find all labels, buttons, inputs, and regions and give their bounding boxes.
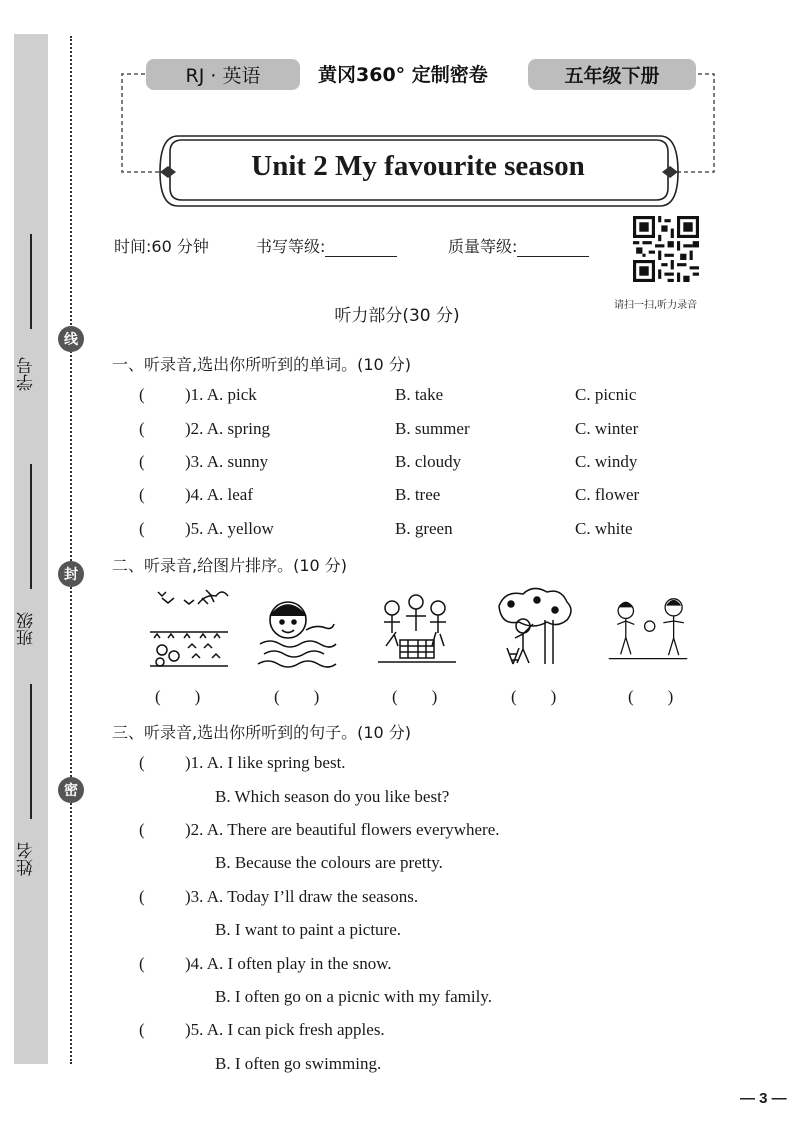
class-label: 班级	[17, 612, 37, 646]
part3-option-a-1: )1. A. I like spring best.	[185, 753, 346, 772]
part1-bracket-2[interactable]: (	[139, 419, 145, 438]
writing-grade-blank[interactable]	[325, 256, 397, 257]
part3-option-a-2: )2. A. There are beautiful flowers everywhere.	[185, 820, 500, 839]
part2-heading: 二、听录音,给图片排序。(10 分)	[112, 556, 348, 575]
quality-grade-blank[interactable]	[517, 256, 589, 257]
subject-badge: RJ · 英语	[146, 59, 300, 90]
qr-caption: 请扫一扫,听力录音	[614, 300, 698, 311]
part1-option-a-2: )2. A. spring	[185, 419, 270, 438]
part3-bracket-1[interactable]: (	[139, 753, 145, 772]
part3-bracket-4[interactable]: (	[139, 954, 145, 973]
series-title: 黄冈360° 定制密卷	[318, 64, 488, 86]
picture-answer-1[interactable]: ( )	[155, 687, 201, 706]
name-line	[30, 684, 32, 819]
part3-option-b-3: B. I want to paint a picture.	[215, 920, 402, 939]
seal-seal-mark: 封	[58, 561, 84, 587]
flowers-and-birds-picture	[148, 586, 230, 668]
part3-option-b-4: B. I often go on a picnic with my family.	[215, 987, 492, 1006]
part1-bracket-5[interactable]: (	[139, 519, 145, 538]
part1-option-c-2: C. winter	[575, 419, 639, 438]
part1-option-b-3: B. cloudy	[395, 452, 462, 471]
part1-option-c-5: C. white	[575, 519, 633, 538]
picture-answer-5[interactable]: ( )	[628, 687, 674, 706]
part1-option-c-1: C. picnic	[575, 385, 637, 404]
quality-grade	[448, 234, 589, 257]
part1-option-c-4: C. flower	[575, 485, 640, 504]
student-number-label: 学号	[17, 357, 37, 391]
quality-grade-label: 质量等级:	[448, 237, 518, 256]
part3-bracket-3[interactable]: (	[139, 887, 145, 906]
part1-option-b-2: B. summer	[395, 419, 470, 438]
name-label: 姓名	[17, 842, 37, 876]
part1-bracket-1[interactable]: (	[139, 385, 145, 404]
picnic-picture	[376, 586, 458, 668]
part1-option-b-1: B. take	[395, 385, 444, 404]
part3-option-b-1: B. Which season do you like best?	[215, 787, 450, 806]
seal-secret-mark: 密	[58, 777, 84, 803]
time-limit: 时间:60 分钟	[114, 237, 209, 256]
snow-play-picture	[607, 586, 689, 668]
unit-title: Unit 2 My favourite season	[251, 150, 585, 182]
part1-option-a-4: )4. A. leaf	[185, 485, 253, 504]
part1-bracket-4[interactable]: (	[139, 485, 145, 504]
qr-code-icon[interactable]	[633, 216, 699, 282]
part3-option-a-5: )5. A. I can pick fresh apples.	[185, 1020, 385, 1039]
apple-picking-picture	[493, 586, 575, 668]
picture-answer-2[interactable]: ( )	[274, 687, 320, 706]
grade-badge: 五年级下册	[528, 59, 696, 90]
writing-grade	[256, 234, 397, 257]
seal-line-mark: 线	[58, 326, 84, 352]
writing-grade-label: 书写等级:	[256, 237, 326, 256]
part1-option-b-5: B. green	[395, 519, 453, 538]
picture-answer-4[interactable]: ( )	[511, 687, 557, 706]
part1-bracket-3[interactable]: (	[139, 452, 145, 471]
part3-option-a-4: )4. A. I often play in the snow.	[185, 954, 392, 973]
page-number: — 3 —	[740, 1090, 787, 1107]
part3-option-b-2: B. Because the colours are pretty.	[215, 853, 443, 872]
swimming-boy-picture	[256, 586, 338, 668]
part3-bracket-5[interactable]: (	[139, 1020, 145, 1039]
part1-option-a-5: )5. A. yellow	[185, 519, 274, 538]
class-line	[30, 464, 32, 589]
part3-heading: 三、听录音,选出你所听到的句子。(10 分)	[112, 723, 412, 742]
part1-heading: 一、听录音,选出你所听到的单词。(10 分)	[112, 355, 412, 374]
part1-option-a-3: )3. A. sunny	[185, 452, 269, 471]
part3-option-b-5: B. I often go swimming.	[215, 1054, 382, 1073]
listening-section-title: 听力部分(30 分)	[334, 306, 460, 326]
picture-answer-3[interactable]: ( )	[392, 687, 438, 706]
part3-bracket-2[interactable]: (	[139, 820, 145, 839]
part1-option-b-4: B. tree	[395, 485, 441, 504]
header-frame	[0, 0, 794, 220]
part1-option-a-1: )1. A. pick	[185, 385, 257, 404]
part3-option-a-3: )3. A. Today I’ll draw the seasons.	[185, 887, 419, 906]
part1-option-c-3: C. windy	[575, 452, 638, 471]
